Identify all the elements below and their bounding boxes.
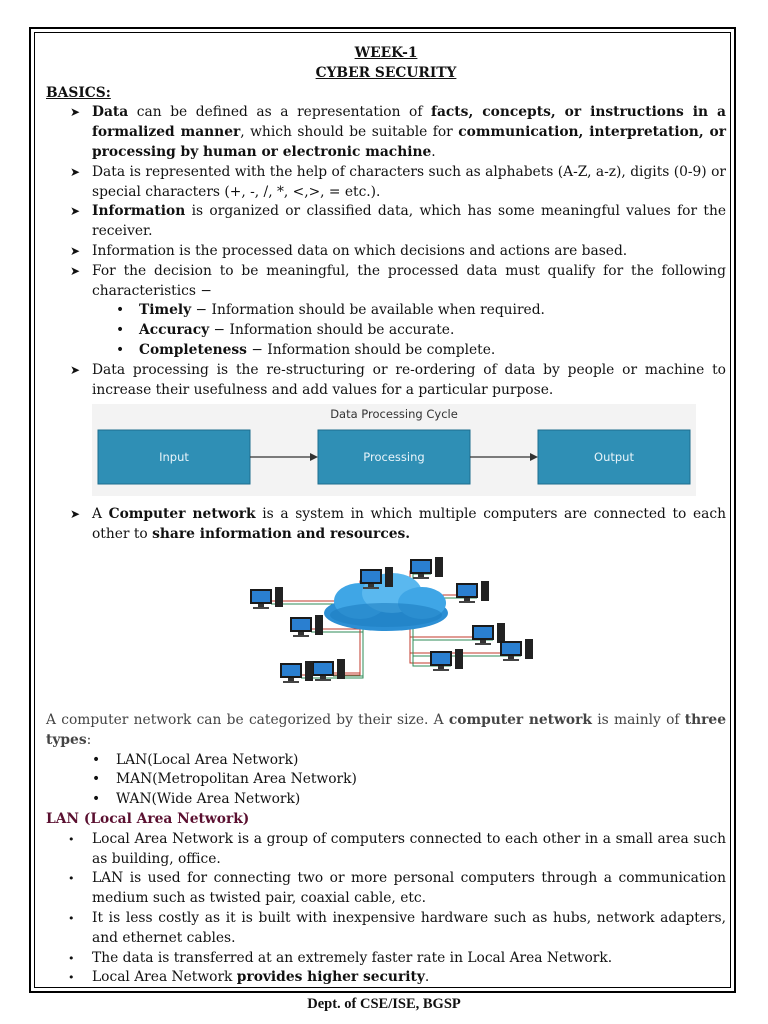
dot-bullet-icon: • (116, 322, 125, 339)
dot-bullet-icon: • (68, 832, 75, 846)
characteristic-desc: − Information should be available when required. (191, 302, 545, 319)
characteristic-term: Accuracy (139, 322, 210, 339)
cycle-step-label: Processing (363, 450, 425, 465)
text: The data is transferred at an extremely faster rate in Local Area Network. (92, 949, 613, 966)
processing-text: Data processing is the re-structuring or re-ordering of data by people or machine to increase their usefulness and add values for a particular purpose. (92, 361, 726, 398)
arrow-bullet-icon: ➤ (70, 204, 81, 219)
network-type-label: WAN(Wide Area Network) (116, 791, 301, 808)
text: is organized or classified data, which has some meaningful values for the receiver. (92, 203, 726, 240)
dot-bullet-icon: • (92, 771, 101, 788)
characteristic-desc: − Information should be complete. (246, 341, 496, 358)
arrow-bullet-icon: ➤ (70, 263, 81, 278)
network-list (46, 505, 726, 545)
network-svg (210, 553, 562, 703)
computer-icon (410, 557, 443, 579)
list-item (46, 242, 726, 262)
lan-heading: LAN (Local Area Network) (46, 810, 250, 827)
lan-list (46, 830, 726, 988)
list-item (46, 262, 726, 302)
computer-icon (456, 581, 489, 603)
text: . (424, 969, 430, 986)
list-item (46, 163, 726, 203)
dot-bullet-icon: • (68, 872, 75, 886)
network-type-item (46, 751, 726, 771)
document-body (46, 44, 726, 988)
cycle-step-label: Input (159, 450, 189, 465)
text: , which should be suitable for (240, 124, 459, 141)
text: Local Area Network (92, 969, 237, 986)
text: can be defined as a representation of (128, 104, 432, 121)
arrow-bullet-icon: ➤ (70, 243, 81, 258)
dot-bullet-icon: • (116, 341, 125, 358)
bold-text: communication, interpretation, or processing by human or electronic machine (92, 124, 726, 160)
computer-network-illustration (46, 553, 726, 703)
text: . (431, 143, 436, 160)
dot-bullet-icon: • (68, 971, 75, 985)
computer-icon (500, 639, 533, 661)
characteristics-list (46, 301, 726, 360)
list-item (46, 505, 726, 545)
page-subtitle: CYBER SECURITY (315, 64, 457, 81)
processing-list (46, 361, 726, 401)
section-heading-basics: BASICS: (46, 84, 111, 101)
characteristic-desc: − Information should be accurate. (209, 322, 455, 339)
computer-icon (280, 661, 313, 683)
arrow-bullet-icon: ➤ (70, 362, 81, 377)
dot-bullet-icon: • (92, 791, 101, 808)
list-item (46, 361, 726, 401)
text: : (86, 731, 92, 748)
lan-list-item (46, 869, 726, 909)
bold-text: share information and resources. (152, 526, 411, 543)
text: A (92, 506, 109, 523)
page-footer: Dept. of CSE/ISE, BGSP (307, 996, 461, 1012)
text: is a system in which multiple computers are connected to each other to (92, 506, 726, 543)
cycle-svg (92, 404, 696, 496)
network-type-label: MAN(Metropolitan Area Network) (116, 771, 357, 788)
lan-list-item (46, 949, 726, 969)
network-type-item (46, 790, 726, 810)
bold-text: Information (92, 203, 186, 220)
characteristic-item (46, 341, 726, 361)
lan-list-item (46, 830, 726, 870)
cycle-title: Data Processing Cycle (330, 407, 458, 422)
bold-text: computer network (448, 711, 592, 728)
text: Data is represented with the help of characters such as alphabets (A-Z, a-z), digits (0-9) or special characters (+, -, /, *, <,>, = etc.). (92, 163, 726, 200)
text: Information is the processed data on which decisions and actions are based. (92, 242, 628, 259)
arrow-bullet-icon: ➤ (70, 507, 81, 522)
text: is mainly of (591, 711, 685, 728)
lan-list-item (46, 968, 726, 988)
computer-icon (430, 649, 463, 671)
list-item (46, 103, 726, 162)
characteristic-item (46, 321, 726, 341)
bold-text: three types (46, 711, 726, 748)
arrow-bullet-icon: ➤ (70, 164, 81, 179)
bold-text: facts, concepts, or instructions in a formalized manner (92, 104, 726, 141)
characteristic-term: Completeness (139, 341, 247, 358)
dot-bullet-icon: • (68, 951, 75, 965)
page-title: WEEK-1 (354, 45, 418, 61)
data-processing-cycle-diagram (46, 404, 726, 501)
computer-icon (290, 615, 323, 637)
text: For the decision to be meaningful, the processed data must qualify for the following characteristics − (92, 262, 726, 299)
network-types-paragraph (46, 711, 726, 751)
characteristic-term: Timely (139, 302, 192, 319)
network-type-item (46, 770, 726, 790)
dot-bullet-icon: • (116, 302, 125, 319)
cycle-step-label: Output (594, 450, 634, 465)
computer-icon (250, 587, 283, 609)
network-type-label: LAN(Local Area Network) (116, 751, 299, 768)
dot-bullet-icon: • (92, 751, 101, 768)
text: A computer network can be categorized by their size. A (46, 711, 449, 728)
bold-text: Data (92, 104, 129, 121)
bold-text: provides higher security (236, 969, 425, 986)
text: It is less costly as it is built with inexpensive hardware such as hubs, network adapters, and ethernet cables. (92, 909, 726, 946)
network-types-list (46, 751, 726, 810)
dot-bullet-icon: • (68, 911, 75, 925)
text: LAN is used for connecting two or more personal computers through a communication medium such as twisted pair, coaxial cable, etc. (92, 870, 726, 907)
list-item (46, 202, 726, 242)
basics-list (46, 103, 726, 301)
arrow-bullet-icon: ➤ (70, 105, 81, 120)
characteristic-item (46, 301, 726, 321)
text: Local Area Network is a group of computers connected to each other in a small area such as building, office. (92, 830, 726, 867)
lan-list-item (46, 909, 726, 949)
bold-text: Computer network (108, 506, 256, 523)
